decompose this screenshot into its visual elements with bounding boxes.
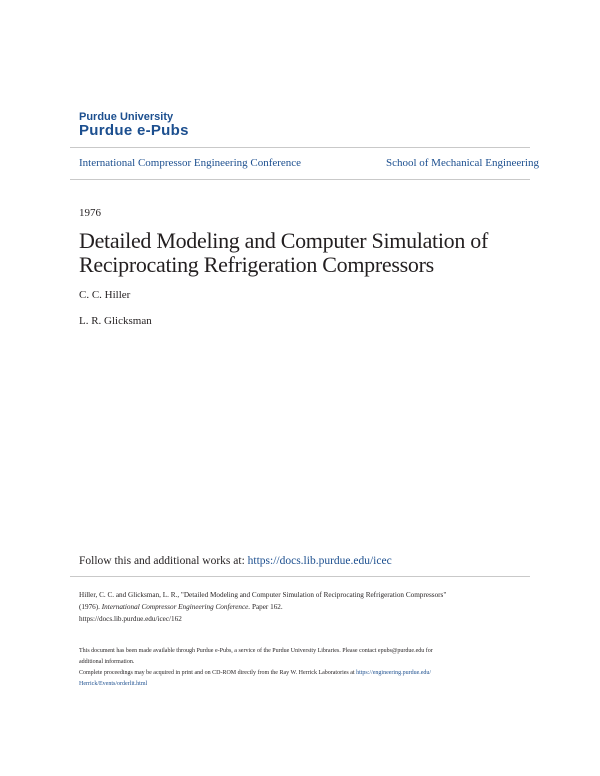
notice-line-3-text: Complete proceedings may be acquired in print and on CD-ROM directly from the Ray W. Herrick Laboratories at xyxy=(79,670,357,676)
citation-paper-number: Paper 162. xyxy=(250,603,283,611)
citation-conference: International Compressor Engineering Conference. xyxy=(101,603,251,611)
repository-name[interactable]: Purdue e-Pubs xyxy=(79,122,189,139)
herrick-link[interactable]: https://engineering.purdue.edu/ xyxy=(356,670,432,676)
notice-line-2: additional information. xyxy=(79,659,135,665)
paper-title xyxy=(79,229,539,277)
header-divider-top xyxy=(70,147,530,148)
header-divider-bottom xyxy=(70,179,530,180)
citation-line-1: Hiller, C. C. and Glicksman, L. R., "Detailed Modeling and Computer Simulation of Reciprocating Refrigeration Compressors" xyxy=(79,591,447,599)
citation-year: (1976). xyxy=(79,603,102,611)
citation-block xyxy=(79,589,529,625)
collection-link-icec[interactable]: International Compressor Engineering Conference xyxy=(79,157,302,169)
notice-line-1: This document has been made available through Purdue e-Pubs, a service of the Purdue University Libraries. Please contact epubs@purdue.edu for xyxy=(79,648,433,654)
collection-link-mechanical-engineering[interactable]: School of Mechanical Engineering xyxy=(385,157,539,169)
citation-divider xyxy=(70,576,530,577)
herrick-link-continued[interactable]: Herrick/Events/orderlit.html xyxy=(79,681,148,687)
notice-line-4 xyxy=(79,679,529,690)
availability-notice xyxy=(79,646,529,690)
citation-line-2 xyxy=(79,601,529,613)
follow-link[interactable]: https://docs.lib.purdue.edu/icec xyxy=(247,555,392,567)
paper-title-line-2: Reciprocating Refrigeration Compressors xyxy=(79,252,434,277)
publication-year: 1976 xyxy=(79,207,101,219)
university-name[interactable]: Purdue University xyxy=(79,111,174,123)
author-2: L. R. Glicksman xyxy=(79,315,152,327)
author-1: C. C. Hiller xyxy=(79,289,131,301)
follow-works xyxy=(79,555,392,567)
notice-line-3 xyxy=(79,668,529,679)
paper-title-line-1: Detailed Modeling and Computer Simulation of xyxy=(79,228,489,253)
follow-text: Follow this and additional works at: xyxy=(79,555,248,567)
citation-url: https://docs.lib.purdue.edu/icec/162 xyxy=(79,615,182,623)
